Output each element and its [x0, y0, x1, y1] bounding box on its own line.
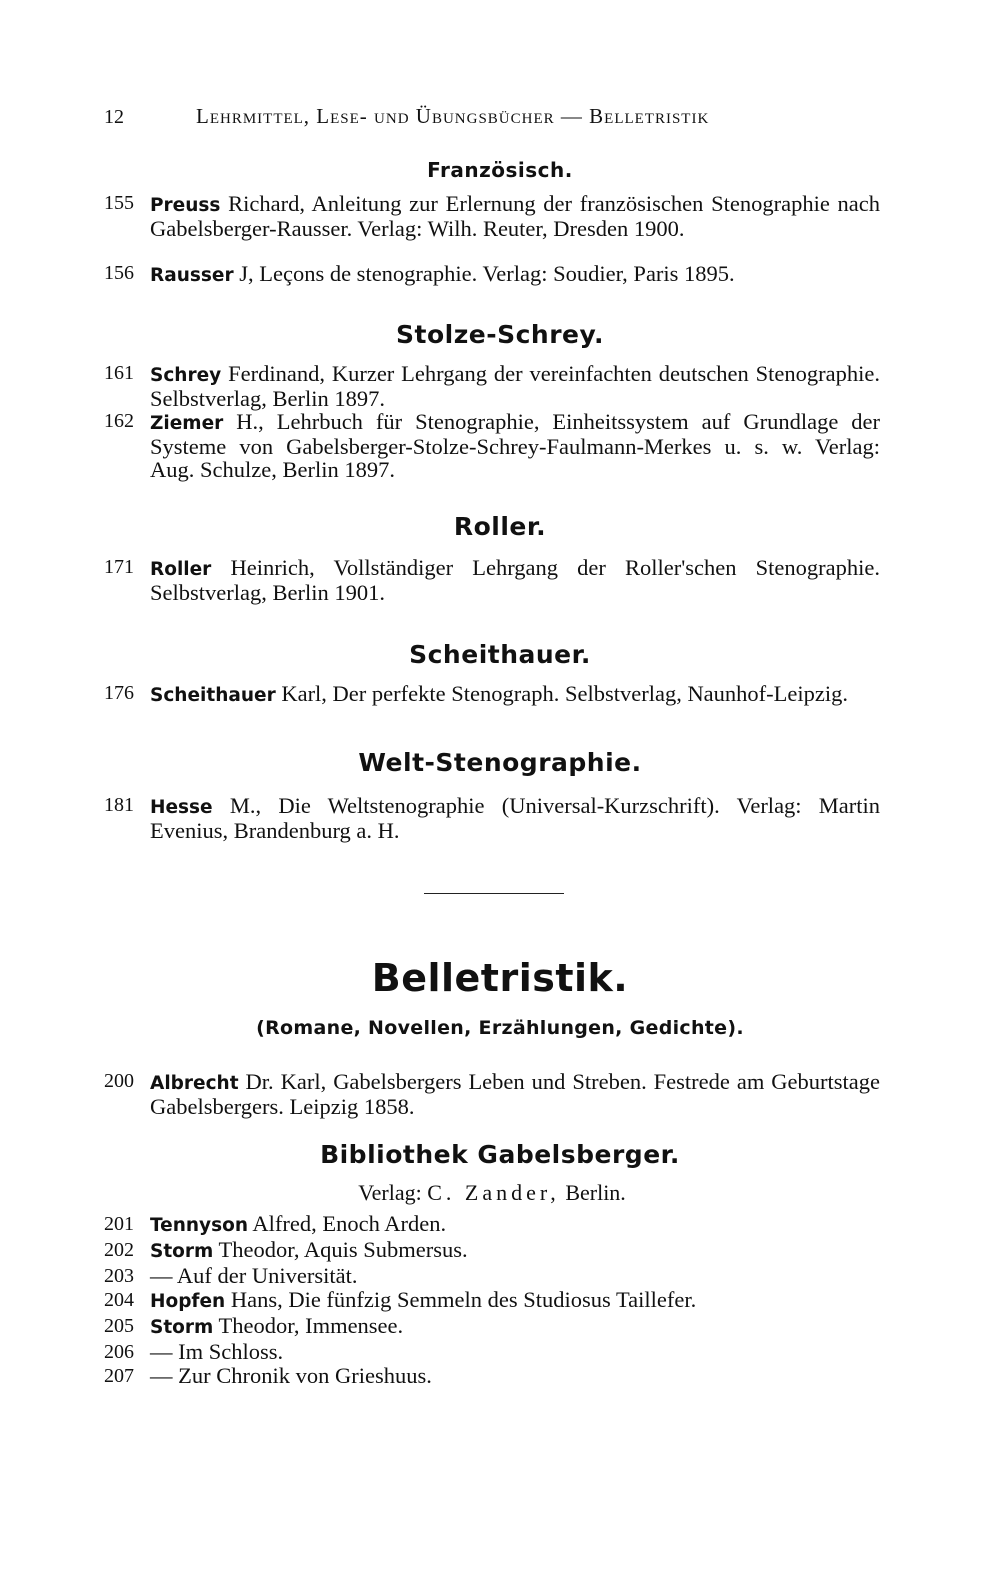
entry-text: Theodor, Aquis Submersus.: [218, 1237, 468, 1262]
entry-number: 200: [104, 1070, 134, 1092]
section-heading-roller: Roller.: [453, 512, 547, 541]
list-item: [104, 1238, 864, 1264]
entry-author: Storm: [150, 1241, 214, 1262]
entry-author: Rausser: [150, 265, 234, 286]
entry-author: Roller: [150, 559, 212, 580]
entry-181: [104, 794, 880, 842]
entry-body: [150, 362, 880, 410]
entry-text: Heinrich, Vollständiger Lehrgang der Roller'schen Stenographie. Selbstverlag, Berlin 1901.: [150, 555, 880, 605]
entry-number: 202: [104, 1239, 134, 1261]
entry-number: 162: [104, 410, 134, 432]
entry-author: Storm: [150, 1317, 214, 1338]
entry-number: 203: [104, 1265, 134, 1287]
publisher-line: [0, 1180, 984, 1206]
entry-number: 201: [104, 1213, 134, 1235]
entry-text: — Im Schloss.: [150, 1339, 284, 1364]
list-item: [104, 1364, 864, 1388]
entry-number: 161: [104, 362, 134, 384]
bibliothek-title: Bibliothek Gabelsberger.: [320, 1140, 680, 1169]
entry-161: [104, 362, 880, 410]
entry-body: [150, 410, 880, 481]
entry-text: Dr. Karl, Gabelsbergers Leben und Streben. Festrede am Geburtstage Gabelsbergers. Leipzig 1858.: [150, 1069, 880, 1119]
list-item: [104, 1340, 864, 1364]
entry-body: [150, 192, 880, 240]
page-number: 12: [104, 106, 124, 128]
running-header: [104, 104, 816, 129]
belletristik-title: Belletristik.: [371, 956, 629, 1000]
entry-text: Hans, Die fünfzig Semmeln des Studiosus Taillefer.: [230, 1287, 697, 1312]
entry-number: 156: [104, 262, 134, 284]
entry-156: [104, 262, 880, 287]
entry-author: Ziemer: [150, 413, 224, 434]
belletristik-subtitle: (Romane, Novellen, Erzählungen, Gedichte).: [256, 1017, 744, 1039]
entry-text: J, Leçons de stenographie. Verlag: Soudier, Paris 1895.: [239, 261, 735, 286]
publisher-name: C. Zander,: [427, 1180, 560, 1205]
section-heading-franzoesisch: Französisch.: [427, 158, 573, 182]
entry-number: 204: [104, 1289, 134, 1311]
section-heading-scheithauer: Scheithauer.: [409, 640, 591, 669]
entry-text: Karl, Der perfekte Stenograph. Selbstverlag, Naunhof-Leipzig.: [281, 681, 849, 706]
entry-author: Hesse: [150, 797, 213, 818]
section-heading-stolze-schrey: Stolze-Schrey.: [396, 320, 604, 349]
entry-author: Hopfen: [150, 1291, 226, 1312]
entry-text: — Zur Chronik von Grieshuus.: [150, 1363, 432, 1388]
entry-number: 171: [104, 556, 134, 578]
entry-text: — Auf der Universität.: [150, 1263, 358, 1288]
entry-text: Richard, Anleitung zur Erlernung der französischen Stenographie nach Gabelsberger-Rausser. Verlag: Wilh. Reuter, Dresden 1900.: [150, 191, 881, 241]
list-item: [104, 1264, 864, 1288]
entry-body: [150, 1070, 880, 1118]
publisher-label: Verlag:: [358, 1180, 422, 1205]
running-head: Lehrmittel, Lese- und Übungsbücher — Belletristik: [196, 104, 710, 128]
entry-171: [104, 556, 880, 604]
section-heading-welt-stenographie: Welt-Stenographie.: [358, 748, 642, 777]
entry-text: H., Lehrbuch für Stenographie, Einheitssystem auf Grundlage der Systeme von Gabelsberger-Stolze-Schrey-Faulmann-Merkes u. s. w. Verlag: Aug. Schulze, Berlin 1897.: [150, 409, 881, 482]
entry-200: [104, 1070, 880, 1118]
entry-162: [104, 410, 880, 481]
list-item: [104, 1212, 864, 1238]
entry-body: [150, 262, 880, 287]
list-item: [104, 1288, 864, 1314]
entry-text: Ferdinand, Kurzer Lehrgang der vereinfachten deutschen Stenographie. Selbstverlag, Berlin 1897.: [150, 361, 881, 411]
list-item: [104, 1314, 864, 1340]
entry-number: 155: [104, 192, 134, 214]
entry-text: Theodor, Immensee.: [218, 1313, 404, 1338]
entry-body: [150, 682, 880, 707]
publisher-city: Berlin.: [565, 1180, 626, 1205]
entry-text: M., Die Weltstenographie (Universal-Kurzschrift). Verlag: Martin Evenius, Brandenburg a. H.: [150, 793, 881, 843]
entry-body: [150, 794, 880, 842]
entry-number: 181: [104, 794, 134, 816]
entry-author: Schrey: [150, 365, 222, 386]
entry-155: [104, 192, 880, 240]
bibliothek-list: [104, 1212, 864, 1388]
entry-author: Albrecht: [150, 1073, 239, 1094]
entry-176: [104, 682, 880, 707]
section-divider: [424, 893, 564, 894]
entry-number: 207: [104, 1365, 134, 1387]
entry-body: [150, 556, 880, 604]
entry-number: 205: [104, 1315, 134, 1337]
entry-number: 206: [104, 1341, 134, 1363]
entry-author: Scheithauer: [150, 685, 276, 706]
entry-author: Tennyson: [150, 1215, 249, 1236]
entry-number: 176: [104, 682, 134, 704]
entry-text: Alfred, Enoch Arden.: [252, 1211, 447, 1236]
entry-author: Preuss: [150, 195, 221, 216]
